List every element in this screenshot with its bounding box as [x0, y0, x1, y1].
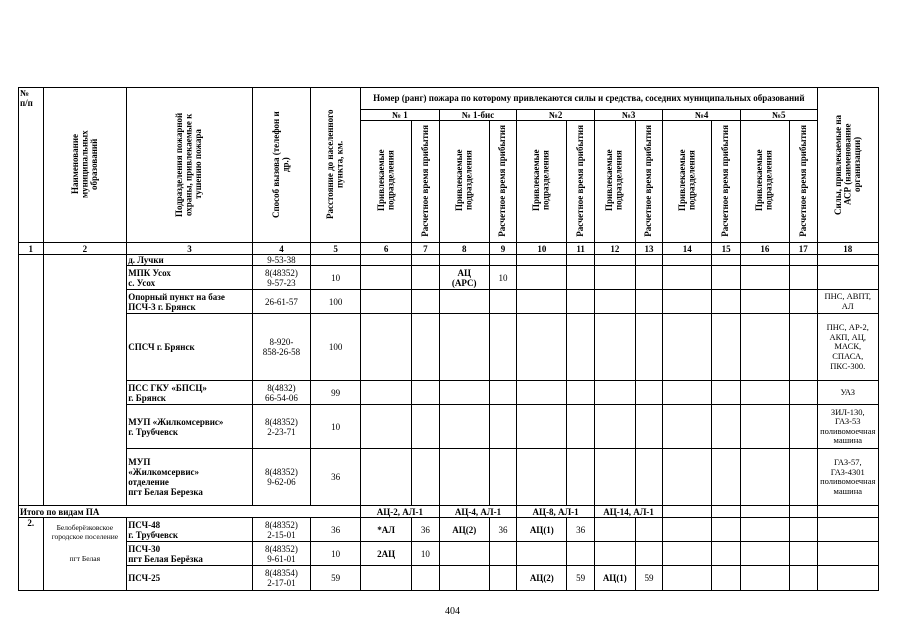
- empty-cell: [712, 506, 741, 518]
- col-number: 4: [252, 243, 310, 255]
- rank1bis-units: [439, 449, 489, 506]
- col-number: 9: [489, 243, 517, 255]
- rank2-units: АЦ(1): [517, 518, 567, 542]
- asr-forces: [817, 542, 878, 566]
- rank1bis-units: [439, 405, 489, 449]
- rank1bis-units: [439, 542, 489, 566]
- rank1-units: [361, 381, 412, 405]
- rank5-time: [789, 518, 817, 542]
- rank2-time: [567, 542, 595, 566]
- distance: 10: [311, 542, 361, 566]
- rank1-units: *АЛ: [361, 518, 412, 542]
- rank2-time: [567, 314, 595, 381]
- unit-name: ПСЧ-48 г. Трубчевск: [127, 518, 253, 542]
- header-time-r4: Расчетное время прибытия: [712, 121, 741, 243]
- rank1bis-time: 36: [489, 518, 517, 542]
- distance: 36: [311, 449, 361, 506]
- rank3-units: [594, 518, 635, 542]
- rank4-units: [663, 314, 712, 381]
- rank3-time: [635, 314, 663, 381]
- header-time-r2: Расчетное время прибытия: [567, 121, 595, 243]
- column-numbers-row: [19, 243, 879, 255]
- rank5-time: [789, 405, 817, 449]
- header-num: № п/п: [19, 88, 44, 243]
- col-number: 12: [594, 243, 635, 255]
- rank4-time: [712, 290, 741, 314]
- rank2-units: [517, 405, 567, 449]
- header-units-r3: Привлекаемые подразделения: [594, 121, 635, 243]
- call-method: 8(48352) 2-15-01: [252, 518, 310, 542]
- rank4-units: [663, 566, 712, 591]
- header-units-r4: Привлекаемые подразделения: [663, 121, 712, 243]
- rank5-time: [789, 290, 817, 314]
- header-rank-1bis: № 1-бис: [439, 110, 517, 121]
- col-number: 17: [789, 243, 817, 255]
- rank2-units: [517, 290, 567, 314]
- header-rank-5: №5: [740, 110, 817, 121]
- rank1-time: 10: [412, 542, 440, 566]
- empty-cell: [817, 506, 878, 518]
- rank3-units: [594, 290, 635, 314]
- rank4-units: [663, 381, 712, 405]
- distance: 10: [311, 266, 361, 290]
- rank2-time: [567, 449, 595, 506]
- unit-name: д. Лучки: [127, 255, 253, 266]
- distance: [311, 255, 361, 266]
- empty-cell: [663, 506, 712, 518]
- rank4-units: [663, 542, 712, 566]
- rank1-units: [361, 255, 412, 266]
- rank2-time: [567, 255, 595, 266]
- rank4-time: [712, 518, 741, 542]
- rank1-units: [361, 566, 412, 591]
- rank2-time: [567, 290, 595, 314]
- rank1-time: [412, 566, 440, 591]
- rank3-time: 59: [635, 566, 663, 591]
- rank1bis-time: [489, 405, 517, 449]
- rank3-units: [594, 266, 635, 290]
- rank1bis-units: [439, 290, 489, 314]
- col-number: 1: [19, 243, 44, 255]
- col-number: 6: [361, 243, 412, 255]
- asr-forces: [817, 566, 878, 591]
- rank1-units: [361, 405, 412, 449]
- rank2-time: 36: [567, 518, 595, 542]
- rank1bis-units: АЦ (АРС): [439, 266, 489, 290]
- header-time-r1: Расчетное время прибытия: [412, 121, 440, 243]
- distance: 59: [311, 566, 361, 591]
- rank4-units: [663, 405, 712, 449]
- rank1bis-units: [439, 314, 489, 381]
- rank5-units: [740, 314, 789, 381]
- call-method: 8(4832) 66-54-06: [252, 381, 310, 405]
- call-method: 8(48352) 2-23-71: [252, 405, 310, 449]
- totals-rank-1: АЦ-2, АЛ-1: [361, 506, 440, 518]
- header-call-method: Способ вызова (телефон и др.): [252, 88, 310, 243]
- call-method: 9-53-38: [252, 255, 310, 266]
- rank1bis-time: [489, 381, 517, 405]
- rank4-time: [712, 449, 741, 506]
- header-asr: Силы, привлекаемые на АСР (наименование организации): [817, 88, 878, 243]
- unit-name: МУП «Жилкомсервис» отделение пгт Белая Березка: [127, 449, 253, 506]
- asr-forces: ГАЗ-57, ГАЗ-4301 поливомоечная машина: [817, 449, 878, 506]
- rank1bis-units: [439, 566, 489, 591]
- rank1bis-units: [439, 255, 489, 266]
- table-row: [19, 255, 879, 266]
- rank5-units: [740, 266, 789, 290]
- rank5-time: [789, 266, 817, 290]
- fire-forces-table: [18, 87, 879, 591]
- municipality-sub: пгт Белая: [69, 554, 101, 564]
- call-method: 8(48352) 9-61-01: [252, 542, 310, 566]
- unit-name: МПК Усох с. Усох: [127, 266, 253, 290]
- rank4-units: [663, 266, 712, 290]
- rank3-time: [635, 266, 663, 290]
- rank5-time: [789, 381, 817, 405]
- col-number: 10: [517, 243, 567, 255]
- rank1bis-time: [489, 542, 517, 566]
- totals-rank-2: АЦ-8, АЛ-1: [517, 506, 595, 518]
- unit-name: ПСЧ-30 пгт Белая Берёзка: [127, 542, 253, 566]
- col-number: 16: [740, 243, 789, 255]
- col-number: 5: [311, 243, 361, 255]
- rank3-units: [594, 449, 635, 506]
- rank4-time: [712, 266, 741, 290]
- table-row: [19, 290, 879, 314]
- municipality-cell: [43, 255, 127, 506]
- totals-rank-3: АЦ-14, АЛ-1: [594, 506, 662, 518]
- rank3-time: [635, 405, 663, 449]
- rank1bis-time: [489, 290, 517, 314]
- header-distance: Расстояние до населенного пункта, км.: [311, 88, 361, 243]
- call-method: 26-61-57: [252, 290, 310, 314]
- rank3-time: [635, 449, 663, 506]
- header-units-r5: Привлекаемые подразделения: [740, 121, 789, 243]
- rank3-time: [635, 381, 663, 405]
- rank1-time: [412, 266, 440, 290]
- rank5-units: [740, 405, 789, 449]
- unit-name: ПСС ГКУ «БПСЦ» г. Брянск: [127, 381, 253, 405]
- rank5-units: [740, 381, 789, 405]
- rank4-units: [663, 255, 712, 266]
- rank3-units: [594, 405, 635, 449]
- col-number: 11: [567, 243, 595, 255]
- distance: 100: [311, 290, 361, 314]
- municipality-cell: [43, 518, 127, 591]
- rank3-units: [594, 381, 635, 405]
- totals-row: [19, 506, 879, 518]
- unit-name: СПСЧ г. Брянск: [127, 314, 253, 381]
- totals-rank-1bis: АЦ-4, АЛ-1: [439, 506, 517, 518]
- header-units-r1bis: Привлекаемые подразделения: [439, 121, 489, 243]
- rank4-units: [663, 290, 712, 314]
- rank5-time: [789, 255, 817, 266]
- asr-forces: ПНС, АВПТ, АЛ: [817, 290, 878, 314]
- distance: 99: [311, 381, 361, 405]
- rank5-time: [789, 566, 817, 591]
- rank2-time: [567, 266, 595, 290]
- rank1-time: 36: [412, 518, 440, 542]
- col-number: 14: [663, 243, 712, 255]
- rank5-units: [740, 518, 789, 542]
- table-row: [19, 566, 879, 591]
- rank3-time: [635, 255, 663, 266]
- table-row: [19, 381, 879, 405]
- col-number: 13: [635, 243, 663, 255]
- rank1-units: [361, 449, 412, 506]
- col-number: 15: [712, 243, 741, 255]
- rank1-time: [412, 290, 440, 314]
- rank1bis-time: [489, 566, 517, 591]
- empty-cell: [740, 506, 789, 518]
- rank2-units: [517, 381, 567, 405]
- table-row: [19, 314, 879, 381]
- distance: 100: [311, 314, 361, 381]
- rank4-time: [712, 405, 741, 449]
- asr-forces: ЗИЛ-130, ГАЗ-53 поливомоечная машина: [817, 405, 878, 449]
- asr-forces: [817, 518, 878, 542]
- call-method: 8(48352) 9-62-06: [252, 449, 310, 506]
- table-row: [19, 542, 879, 566]
- header-rank-4: №4: [663, 110, 741, 121]
- page-number: 404: [445, 606, 460, 617]
- rank2-units: [517, 255, 567, 266]
- rank4-units: [663, 518, 712, 542]
- rank1-units: 2АЦ: [361, 542, 412, 566]
- call-method: 8(48354) 2-17-01: [252, 566, 310, 591]
- rank5-units: [740, 290, 789, 314]
- header-rank-2: №2: [517, 110, 595, 121]
- rank1bis-time: [489, 449, 517, 506]
- rank5-time: [789, 542, 817, 566]
- empty-cell: [789, 506, 817, 518]
- rank1-units: [361, 314, 412, 381]
- asr-forces: УАЗ: [817, 381, 878, 405]
- col-number: 18: [817, 243, 878, 255]
- rank3-time: [635, 518, 663, 542]
- rank1bis-time: [489, 314, 517, 381]
- rank2-units: [517, 542, 567, 566]
- rank5-units: [740, 566, 789, 591]
- header-units-r1: Привлекаемые подразделения: [361, 121, 412, 243]
- rank2-units: АЦ(2): [517, 566, 567, 591]
- asr-forces: [817, 266, 878, 290]
- rank1-units: [361, 266, 412, 290]
- header-municipality: Наименование муниципальных образований: [43, 88, 127, 243]
- rank4-time: [712, 381, 741, 405]
- rank3-time: [635, 542, 663, 566]
- rank3-units: АЦ(1): [594, 566, 635, 591]
- rank4-time: [712, 255, 741, 266]
- rank1-time: [412, 255, 440, 266]
- table-row: [19, 449, 879, 506]
- rank1-units: [361, 290, 412, 314]
- distance: 36: [311, 518, 361, 542]
- asr-forces: [817, 255, 878, 266]
- rank2-units: [517, 314, 567, 381]
- rank5-units: [740, 255, 789, 266]
- rank3-units: [594, 255, 635, 266]
- rank2-units: [517, 449, 567, 506]
- rank2-time: 59: [567, 566, 595, 591]
- rank2-units: [517, 266, 567, 290]
- header-units-r2: Привлекаемые подразделения: [517, 121, 567, 243]
- header-time-r5: Расчетное время прибытия: [789, 121, 817, 243]
- rank1bis-time: [489, 255, 517, 266]
- col-number: 2: [43, 243, 127, 255]
- rank3-units: [594, 542, 635, 566]
- rank5-time: [789, 449, 817, 506]
- unit-name: ПСЧ-25: [127, 566, 253, 591]
- rank1-time: [412, 449, 440, 506]
- rank1bis-units: АЦ(2): [439, 518, 489, 542]
- table-row: [19, 518, 879, 542]
- table-row: [19, 266, 879, 290]
- header-time-r1bis: Расчетное время прибытия: [489, 121, 517, 243]
- table-row: [19, 405, 879, 449]
- header-units: Подразделения пожарной охраны, привлекаемые к тушению пожара: [127, 88, 253, 243]
- rank1bis-units: [439, 381, 489, 405]
- rank3-time: [635, 290, 663, 314]
- rank1-time: [412, 381, 440, 405]
- rank1-time: [412, 405, 440, 449]
- rank2-time: [567, 381, 595, 405]
- rank5-units: [740, 542, 789, 566]
- num-cell: [19, 255, 44, 506]
- rank4-units: [663, 449, 712, 506]
- header-time-r3: Расчетное время прибытия: [635, 121, 663, 243]
- rank5-units: [740, 449, 789, 506]
- municipality-name: Белоберёзковское городское поселение: [51, 523, 119, 541]
- section-number: 2.: [19, 518, 44, 591]
- unit-name: МУП «Жилкомсервис» г. Трубчевск: [127, 405, 253, 449]
- header-rank-3: №3: [594, 110, 662, 121]
- rank2-time: [567, 405, 595, 449]
- totals-label: Итого по видам ПА: [19, 506, 361, 518]
- rank1bis-time: 10: [489, 266, 517, 290]
- call-method: 8(48352) 9-57-23: [252, 266, 310, 290]
- distance: 10: [311, 405, 361, 449]
- rank3-units: [594, 314, 635, 381]
- col-number: 3: [127, 243, 253, 255]
- unit-name: Опорный пункт на базе ПСЧ-3 г. Брянск: [127, 290, 253, 314]
- rank4-time: [712, 542, 741, 566]
- rank1-time: [412, 314, 440, 381]
- col-number: 8: [439, 243, 489, 255]
- header-rank-group: Номер (ранг) пожара по которому привлекаются силы и средства, соседних муниципальных образований: [361, 88, 817, 110]
- rank4-time: [712, 314, 741, 381]
- rank5-time: [789, 314, 817, 381]
- col-number: 7: [412, 243, 440, 255]
- rank4-time: [712, 566, 741, 591]
- header-rank-1: № 1: [361, 110, 440, 121]
- asr-forces: ПНС, АР-2, АКП, АЦ, МАСК, СПАСА, ПКС-300.: [817, 314, 878, 381]
- call-method: 8-920- 858-26-58: [252, 314, 310, 381]
